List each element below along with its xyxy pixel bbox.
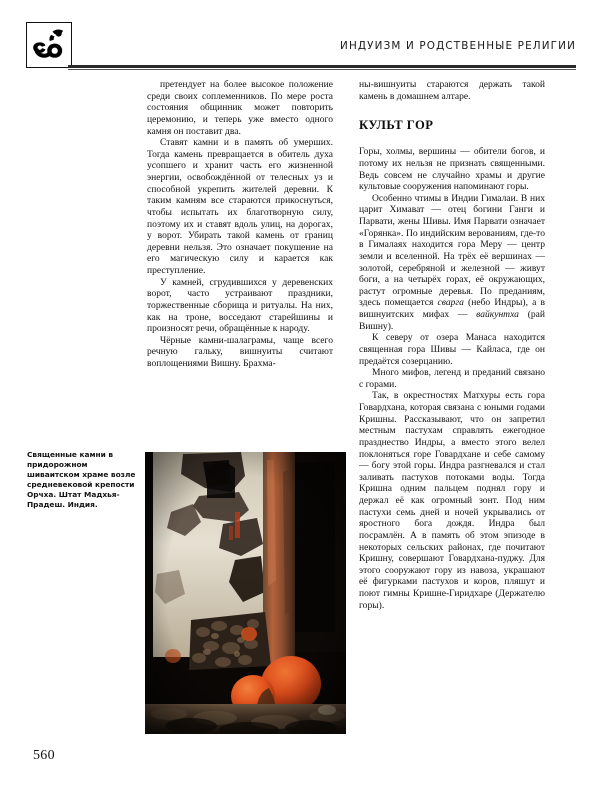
paragraph: Много мифов, легенд и преданий связано с горами. [359, 367, 545, 390]
paragraph-continuation: ны-вишнуиты стараются держать такой камень в домашнем алтаре. [359, 79, 545, 102]
sanskrit-term: вайкунтха [476, 309, 519, 320]
header-rule [68, 65, 576, 70]
running-head: ИНДУИЗМ И РОДСТВЕННЫЕ РЕЛИГИИ [340, 40, 576, 52]
paragraph: У камней, сгрудившихся у деревенских ворот, часто устраивают праздники, торжественные сборища и ритуалы. На них, как на троне, восседают старейшины и произносят речи, обращённые к народу. [147, 276, 333, 335]
paragraph: Так, в окрестностях Матхуры есть гора Говардхана, которая связана с юными годами Кришны. Рассказывают, что он запретил местным пастухам справлять ежегодное празднество Индры, а вместо этого велел поклоняться горе Говардхане и себе самому — богу этой горы. Индра разгневался и стал заливать пастухов потоками воды. Тогда Кришна одним пальцем поднял гору и держал её как огромный зонт. Под ним пастухи семь дней и ночей укрывались от яростного бога дождя. Индра был посрамлён. А в память об этом эпизоде в некоторых сельских районах, где почитают Кришну, совершают Говардхана-пуджу. Для этого сооружают гору из навоза, украшают её фигурками пастухов и коров, пляшут и поют гимны Кришне-Гиридхаре (Держателю горы). [359, 390, 545, 611]
body-text-column-left [147, 79, 333, 370]
paragraph: претендует на более высокое положение среди своих соплеменников. По мере роста состояния общинник может повторить церемонию, и теперь уже вместо одного камня он поставит два. [147, 79, 333, 137]
body-text-column-right [359, 79, 545, 611]
paragraph: Чёрные камни-шалаграмы, чаще всего речную гальку, вишнуиты считают воплощениями Вишну. Брахма- [147, 334, 333, 369]
figure-caption: Священные камни в придорожном шиваитском храме возле средневековой крепости Орчха. Штат Мадхья-Прадеш. Индия. [27, 450, 136, 510]
paragraph: Горы, холмы, вершины — обители богов, и потому их нельзя не признать священными. Ведь совсем не случайно храмы и другие культовые сооружения напоминают горы. [359, 146, 545, 193]
paragraph: К северу от озера Манаса находится священная гора Шивы — Кайласа, где он предаётся созерцанию. [359, 332, 545, 367]
figure-photo-sacred-stones [145, 452, 346, 734]
section-heading: КУЛЬТ ГОР [359, 118, 434, 133]
paragraph: Особенно чтимы в Индии Гималаи. В них царит Химават — отец богини Ганги и Парвати, жены Шивы. Имя Парвати означает «Горянка». По индийским верованиям, где-то в Гималаях находится гора Меру — центр земли и вселенной. На трёх её вершинах — золотой, серебряной и железной — живут боги, а на четырёх горах, её окружающих, растут огромные деревья. По преданиям, здесь помещается сварга (небо Индры), а в вишнуитских мифах — вайкунтха (рай Вишну). [359, 192, 546, 332]
sanskrit-term: сварга [437, 297, 464, 309]
page-number: 560 [33, 748, 55, 763]
om-symbol-icon [26, 22, 72, 68]
paragraph: Ставят камни и в память об умерших. Тогда камень превращается в обитель духа усопшего и хранит часть его жизненной энергии, освобождённой от телесных уз и способной укрепить жителей деревни. К таким камням все стараются прикоснуться, чтобы испытать их благотворную силу, поэтому их и ставят вдоль улиц, на дорогах, у ворот. Убирать такой камень от границ деревни нельзя. Это означает покушение на его магическую силу и карается как преступление. [147, 137, 333, 276]
page-header [0, 0, 600, 74]
